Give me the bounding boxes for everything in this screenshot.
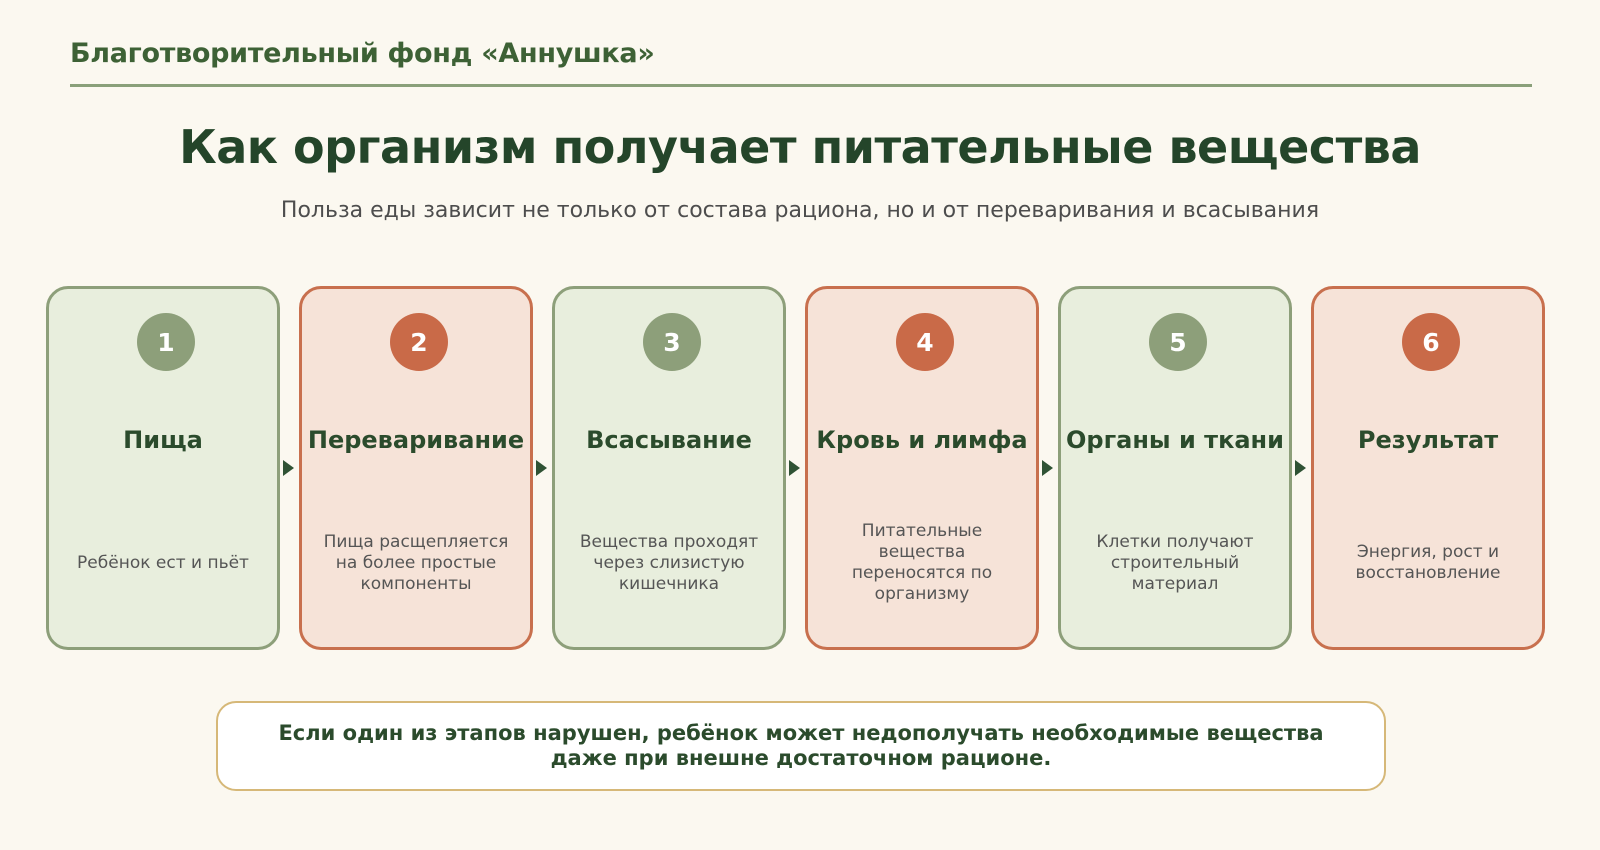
organization-name: Благотворительный фонд «Аннушка»: [70, 38, 655, 69]
step-description: Ребёнок ест и пьёт: [77, 552, 249, 573]
step-number-badge: 3: [643, 313, 701, 371]
step-number-badge: 1: [137, 313, 195, 371]
step-title: Пища: [123, 426, 203, 454]
step-number-badge: 4: [896, 313, 954, 371]
page-subtitle: Польза еды зависит не только от состава рациона, но и от переваривания и всасывания: [280, 198, 1320, 223]
step-description: Энергия, рост и восстановление: [1355, 542, 1501, 583]
step-card-6: [1311, 286, 1545, 650]
step-description: Клетки получают строительный материал: [1096, 531, 1254, 594]
step-card-5: [1058, 286, 1292, 650]
step-card-4: [805, 286, 1039, 650]
arrow-right-icon: [1295, 460, 1306, 476]
arrow-right-icon: [283, 460, 294, 476]
arrow-right-icon: [1042, 460, 1053, 476]
step-title: Результат: [1357, 426, 1499, 454]
header-divider: [70, 84, 1532, 87]
step-card-1: [46, 286, 280, 650]
page-title: Как организм получает питательные вещества: [179, 120, 1421, 174]
step-title: Переваривание: [307, 426, 525, 454]
arrow-right-icon: [789, 460, 800, 476]
step-description: Пища расщепляется на более простые компоненты: [323, 531, 509, 594]
step-card-3: [552, 286, 786, 650]
step-number-badge: 2: [390, 313, 448, 371]
step-description: Вещества проходят через слизистую кишечника: [579, 531, 759, 594]
step-title: Органы и ткани: [1066, 426, 1284, 454]
step-description: Питательные вещества переносятся по организму: [851, 521, 993, 604]
warning-note: [216, 701, 1386, 791]
step-title: Кровь и лимфа: [816, 426, 1028, 454]
step-number-badge: 5: [1149, 313, 1207, 371]
step-title: Всасывание: [586, 426, 752, 454]
step-card-2: [299, 286, 533, 650]
arrow-right-icon: [536, 460, 547, 476]
step-number-badge: 6: [1402, 313, 1460, 371]
warning-note-text: Если один из этапов нарушен, ребёнок может недополучать необходимые вещества даже при внешне достаточном рационе.: [278, 721, 1324, 770]
